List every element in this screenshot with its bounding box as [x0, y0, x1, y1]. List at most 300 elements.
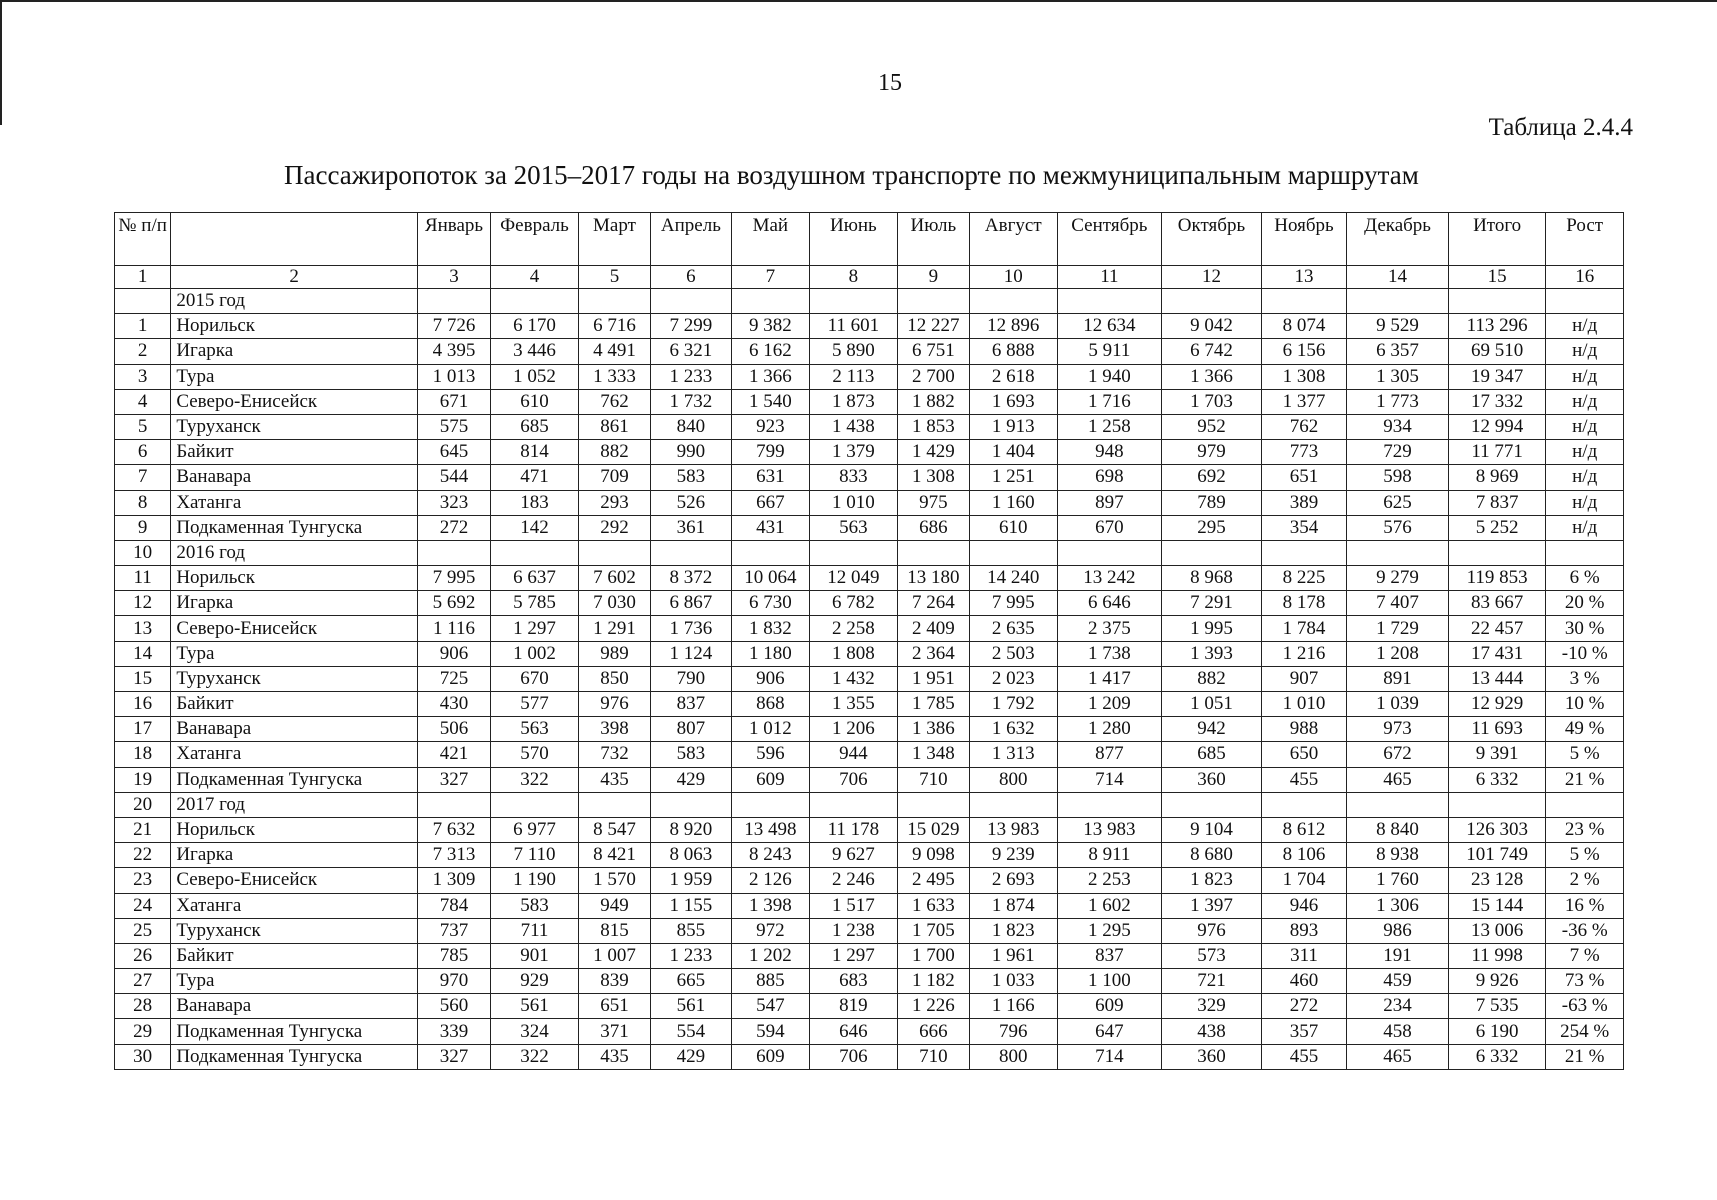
- table-row-cell: 17 431: [1448, 641, 1546, 666]
- table-row-cell: 906: [731, 666, 809, 691]
- table-row-cell: [810, 540, 898, 565]
- table-row-cell: 833: [810, 465, 898, 490]
- table-row-cell: 7 726: [417, 314, 490, 339]
- table-row-cell: 706: [810, 767, 898, 792]
- table-row-cell: 7 995: [417, 566, 490, 591]
- table-row-cell: [970, 540, 1058, 565]
- table-row-cell: 6 156: [1261, 339, 1347, 364]
- table-row-cell: 12 929: [1448, 692, 1546, 717]
- table-row-cell: 988: [1261, 717, 1347, 742]
- table-row-cell: [115, 289, 171, 314]
- table-row-cell: 21 %: [1546, 1044, 1624, 1069]
- table-row-cell: 837: [1057, 943, 1162, 968]
- table-row-cell: 101 749: [1448, 843, 1546, 868]
- table-row-cell: 1 160: [970, 490, 1058, 515]
- table-row-cell: [810, 792, 898, 817]
- table-row-cell: 1 703: [1162, 389, 1262, 414]
- table-row-cell: 686: [897, 515, 969, 540]
- table-row-cell: 12: [115, 591, 171, 616]
- table-row-cell: Хатанга: [171, 742, 417, 767]
- table-row-cell: [897, 289, 969, 314]
- table-row: [115, 868, 1624, 893]
- table-row-cell: 7 535: [1448, 994, 1546, 1019]
- table-row-cell: 1 209: [1057, 692, 1162, 717]
- table-row-cell: 234: [1347, 994, 1449, 1019]
- table-row-cell: 560: [417, 994, 490, 1019]
- table-row-cell: 49 %: [1546, 717, 1624, 742]
- table-row-cell: 1 297: [491, 616, 579, 641]
- table-row-cell: 1 280: [1057, 717, 1162, 742]
- table-row-cell: 11 601: [810, 314, 898, 339]
- table-row-cell: 1 377: [1261, 389, 1347, 414]
- table-row-cell: 465: [1347, 1044, 1449, 1069]
- table-row-cell: 5 692: [417, 591, 490, 616]
- table-row-cell: 1 366: [1162, 364, 1262, 389]
- table-row-cell: 972: [731, 918, 809, 943]
- table-row-cell: 1 940: [1057, 364, 1162, 389]
- table-row-cell: 9 098: [897, 843, 969, 868]
- table-row-cell: 455: [1261, 767, 1347, 792]
- table-row-cell: 7 110: [491, 843, 579, 868]
- passenger-flow-table: [114, 212, 1624, 1070]
- column-number-row-cell: 2: [171, 266, 417, 289]
- table-row-cell: 714: [1057, 767, 1162, 792]
- table-row-cell: 272: [417, 515, 490, 540]
- table-row-cell: 855: [651, 918, 731, 943]
- table-row-cell: 23 128: [1448, 868, 1546, 893]
- table-row-cell: 1 832: [731, 616, 809, 641]
- table-row-cell: 1 052: [491, 364, 579, 389]
- table-row-cell: 2 258: [810, 616, 898, 641]
- table-row-cell: 26: [115, 943, 171, 968]
- table-row-cell: 837: [651, 692, 731, 717]
- table-row-cell: Подкаменная Тунгуска: [171, 1044, 417, 1069]
- table-row-cell: 9 042: [1162, 314, 1262, 339]
- table-row-cell: 800: [970, 1044, 1058, 1069]
- table-row-cell: 429: [651, 767, 731, 792]
- table-row-cell: 30: [115, 1044, 171, 1069]
- table-row-cell: 329: [1162, 994, 1262, 1019]
- table-row-cell: [1162, 792, 1262, 817]
- table-row-cell: 729: [1347, 440, 1449, 465]
- table-row-cell: [1261, 540, 1347, 565]
- table-row-cell: 13 006: [1448, 918, 1546, 943]
- table-row-cell: -63 %: [1546, 994, 1624, 1019]
- table-row-cell: 7 %: [1546, 943, 1624, 968]
- table-row-cell: 647: [1057, 1019, 1162, 1044]
- table-row-cell: 6 888: [970, 339, 1058, 364]
- table-row-cell: 3: [115, 364, 171, 389]
- table-row-cell: [1448, 540, 1546, 565]
- table-row-cell: 113 296: [1448, 314, 1546, 339]
- table-row-cell: 23: [115, 868, 171, 893]
- table-row-cell: 8 225: [1261, 566, 1347, 591]
- table-row: [115, 641, 1624, 666]
- table-row-cell: 714: [1057, 1044, 1162, 1069]
- table-row-cell: 2 023: [970, 666, 1058, 691]
- table-row-cell: 1 732: [651, 389, 731, 414]
- table-row-cell: 24: [115, 893, 171, 918]
- table-row-cell: 573: [1162, 943, 1262, 968]
- table-row-cell: 6 321: [651, 339, 731, 364]
- table-row-cell: 1 206: [810, 717, 898, 742]
- table-row-cell: 9 391: [1448, 742, 1546, 767]
- header-row-cell: Июль: [897, 213, 969, 266]
- table-row-cell: н/д: [1546, 515, 1624, 540]
- table-row-cell: 1 308: [1261, 364, 1347, 389]
- table-row-cell: [1448, 792, 1546, 817]
- table-row-cell: 272: [1261, 994, 1347, 1019]
- table-row-cell: [651, 540, 731, 565]
- table-row-cell: 976: [1162, 918, 1262, 943]
- header-row-cell: № п/п: [115, 213, 171, 266]
- table-row-cell: 438: [1162, 1019, 1262, 1044]
- column-number-row-cell: 1: [115, 266, 171, 289]
- table-row-cell: Хатанга: [171, 490, 417, 515]
- column-number-row-cell: 4: [491, 266, 579, 289]
- table-row-cell: 861: [578, 414, 650, 439]
- table-row-cell: 706: [810, 1044, 898, 1069]
- table-row-cell: 989: [578, 641, 650, 666]
- table-row-cell: 665: [651, 969, 731, 994]
- table-row-cell: 295: [1162, 515, 1262, 540]
- table-row-cell: 692: [1162, 465, 1262, 490]
- table-row-cell: 1 386: [897, 717, 969, 742]
- table-row: [115, 817, 1624, 842]
- table-row: [115, 666, 1624, 691]
- table-row-cell: 16: [115, 692, 171, 717]
- table-row-cell: 563: [491, 717, 579, 742]
- table-row-cell: 1 853: [897, 414, 969, 439]
- table-row-cell: 1 808: [810, 641, 898, 666]
- table-row-cell: 2 495: [897, 868, 969, 893]
- table-row-cell: 8: [115, 490, 171, 515]
- table-row: [115, 843, 1624, 868]
- table-row-cell: 73 %: [1546, 969, 1624, 994]
- table-row-cell: [1546, 540, 1624, 565]
- table-row-cell: 506: [417, 717, 490, 742]
- header-row: [115, 213, 1624, 266]
- table-row-cell: [897, 540, 969, 565]
- table-row-cell: 6 730: [731, 591, 809, 616]
- table-row-cell: 6 332: [1448, 1044, 1546, 1069]
- table-row-cell: 7 030: [578, 591, 650, 616]
- table-row-cell: 1 002: [491, 641, 579, 666]
- table-row-cell: [731, 289, 809, 314]
- table-row-cell: 1 700: [897, 943, 969, 968]
- column-number-row-cell: 13: [1261, 266, 1347, 289]
- table-row-cell: 942: [1162, 717, 1262, 742]
- table-row-cell: 9 382: [731, 314, 809, 339]
- table-row-cell: 17 332: [1448, 389, 1546, 414]
- table-row-cell: 471: [491, 465, 579, 490]
- table-row-cell: 6 332: [1448, 767, 1546, 792]
- table-row-cell: [651, 289, 731, 314]
- table-row-cell: 906: [417, 641, 490, 666]
- table-row-cell: 561: [491, 994, 579, 1019]
- table-row-cell: 1 309: [417, 868, 490, 893]
- table-row-cell: Хатанга: [171, 893, 417, 918]
- table-row-cell: 25: [115, 918, 171, 943]
- table-row-cell: 970: [417, 969, 490, 994]
- table-row-cell: 934: [1347, 414, 1449, 439]
- table-row-cell: Северо-Енисейск: [171, 868, 417, 893]
- table-row-cell: 8 938: [1347, 843, 1449, 868]
- column-number-row-cell: 7: [731, 266, 809, 289]
- table-row-cell: 7 407: [1347, 591, 1449, 616]
- table-row-cell: 1 295: [1057, 918, 1162, 943]
- table-row-cell: 891: [1347, 666, 1449, 691]
- page-number: 15: [878, 70, 902, 96]
- table-row-cell: [1347, 289, 1449, 314]
- table-row-cell: 13 983: [970, 817, 1058, 842]
- table-row-cell: 610: [491, 389, 579, 414]
- table-row-cell: 17: [115, 717, 171, 742]
- table-row-cell: 6 751: [897, 339, 969, 364]
- table-row-cell: 990: [651, 440, 731, 465]
- table-row-cell: 12 634: [1057, 314, 1162, 339]
- table-row-cell: 8 968: [1162, 566, 1262, 591]
- table-row-cell: 732: [578, 742, 650, 767]
- table-row-cell: 1 033: [970, 969, 1058, 994]
- table-row-cell: [417, 792, 490, 817]
- table-row-cell: 13 498: [731, 817, 809, 842]
- table-row-cell: 1 784: [1261, 616, 1347, 641]
- table-row-cell: 773: [1261, 440, 1347, 465]
- table-row-cell: н/д: [1546, 389, 1624, 414]
- table-row-cell: 254 %: [1546, 1019, 1624, 1044]
- table-row: [115, 591, 1624, 616]
- column-number-row-cell: 15: [1448, 266, 1546, 289]
- table-row-cell: 973: [1347, 717, 1449, 742]
- table-row-cell: 8 969: [1448, 465, 1546, 490]
- table-row: [115, 465, 1624, 490]
- table-row-cell: [731, 540, 809, 565]
- table-row: [115, 918, 1624, 943]
- table-row: [115, 414, 1624, 439]
- header-row-cell: Октябрь: [1162, 213, 1262, 266]
- table-row-cell: 949: [578, 893, 650, 918]
- table-row-cell: 1 951: [897, 666, 969, 691]
- table-row-cell: [1347, 540, 1449, 565]
- table-row-cell: 631: [731, 465, 809, 490]
- table-row-cell: н/д: [1546, 339, 1624, 364]
- table-row-cell: 1 693: [970, 389, 1058, 414]
- table-row-cell: 11 693: [1448, 717, 1546, 742]
- table-row-cell: 12 049: [810, 566, 898, 591]
- table-row-cell: 371: [578, 1019, 650, 1044]
- table-row-cell: 561: [651, 994, 731, 1019]
- table-row-cell: 893: [1261, 918, 1347, 943]
- table-row-cell: Норильск: [171, 314, 417, 339]
- table-row-cell: 563: [810, 515, 898, 540]
- page-border-left: [0, 0, 2, 125]
- table-row-cell: Туруханск: [171, 918, 417, 943]
- table-row-cell: 1 208: [1347, 641, 1449, 666]
- table-row-cell: 594: [731, 1019, 809, 1044]
- table-row-cell: [1162, 289, 1262, 314]
- table-row-cell: 1 305: [1347, 364, 1449, 389]
- table-row: [115, 289, 1624, 314]
- table-row-cell: 946: [1261, 893, 1347, 918]
- table-row-cell: 1 873: [810, 389, 898, 414]
- table-row-cell: 9 529: [1347, 314, 1449, 339]
- table-row-cell: 9 279: [1347, 566, 1449, 591]
- table-row-cell: 22: [115, 843, 171, 868]
- header-row-cell: Сентябрь: [1057, 213, 1162, 266]
- table-row-cell: 1 393: [1162, 641, 1262, 666]
- table-row-cell: 544: [417, 465, 490, 490]
- page-border-top: [0, 0, 1717, 2]
- table-row-cell: 1 306: [1347, 893, 1449, 918]
- table-row-cell: Туруханск: [171, 414, 417, 439]
- column-number-row-cell: 12: [1162, 266, 1262, 289]
- table-row-cell: 609: [731, 1044, 809, 1069]
- table-row-cell: н/д: [1546, 490, 1624, 515]
- table-row-cell: 8 063: [651, 843, 731, 868]
- table-row-cell: 2017 год: [171, 792, 417, 817]
- table-row-cell: 14 240: [970, 566, 1058, 591]
- table-row-cell: -36 %: [1546, 918, 1624, 943]
- table-row-cell: 1 874: [970, 893, 1058, 918]
- table-row-cell: 1 100: [1057, 969, 1162, 994]
- table-row-cell: 5 %: [1546, 843, 1624, 868]
- table-row-cell: 293: [578, 490, 650, 515]
- table-row-cell: 944: [810, 742, 898, 767]
- table-row-cell: Ванавара: [171, 717, 417, 742]
- header-row-cell: Июнь: [810, 213, 898, 266]
- table-row-cell: 1 602: [1057, 893, 1162, 918]
- table-row-cell: 15 029: [897, 817, 969, 842]
- table-row-cell: 882: [578, 440, 650, 465]
- table-row-cell: 651: [1261, 465, 1347, 490]
- table-row-cell: 1 166: [970, 994, 1058, 1019]
- table-row-cell: 29: [115, 1019, 171, 1044]
- table-row-cell: 13: [115, 616, 171, 641]
- table-row-cell: 8 372: [651, 566, 731, 591]
- table-row-cell: 1 355: [810, 692, 898, 717]
- table-row-cell: 2 %: [1546, 868, 1624, 893]
- header-row-cell: Январь: [417, 213, 490, 266]
- table-row-cell: 357: [1261, 1019, 1347, 1044]
- table-row-cell: 710: [897, 1044, 969, 1069]
- table-row-cell: н/д: [1546, 364, 1624, 389]
- table-row-cell: 8 547: [578, 817, 650, 842]
- table-row-cell: Тура: [171, 641, 417, 666]
- table-row-cell: 324: [491, 1019, 579, 1044]
- table-row-cell: 1: [115, 314, 171, 339]
- table-row-cell: 5 911: [1057, 339, 1162, 364]
- table-row-cell: 1 202: [731, 943, 809, 968]
- table-row-cell: 21: [115, 817, 171, 842]
- header-row-cell: Итого: [1448, 213, 1546, 266]
- table-row-cell: 1 013: [417, 364, 490, 389]
- table-row-cell: 19 347: [1448, 364, 1546, 389]
- table-row-cell: 1 773: [1347, 389, 1449, 414]
- table-row-cell: 610: [970, 515, 1058, 540]
- table-row-cell: Ванавара: [171, 994, 417, 1019]
- table-row-cell: 1 716: [1057, 389, 1162, 414]
- table-row-cell: Тура: [171, 969, 417, 994]
- table-row: [115, 616, 1624, 641]
- table-row-cell: 7 291: [1162, 591, 1262, 616]
- table-row-cell: 8 106: [1261, 843, 1347, 868]
- table-row-cell: 1 438: [810, 414, 898, 439]
- table-row-cell: 12 227: [897, 314, 969, 339]
- table-row-cell: [1546, 289, 1624, 314]
- table-row-cell: 8 840: [1347, 817, 1449, 842]
- table-row-cell: 1 404: [970, 440, 1058, 465]
- table-row-cell: 19: [115, 767, 171, 792]
- table-row-cell: 18: [115, 742, 171, 767]
- table-row-cell: 576: [1347, 515, 1449, 540]
- table-row-cell: 183: [491, 490, 579, 515]
- table-row-cell: 976: [578, 692, 650, 717]
- table-row-cell: 1 233: [651, 943, 731, 968]
- table-row-cell: [970, 792, 1058, 817]
- table-row-cell: 11: [115, 566, 171, 591]
- table-row-cell: 2 375: [1057, 616, 1162, 641]
- table-row-cell: 5: [115, 414, 171, 439]
- table-row-cell: 22 457: [1448, 616, 1546, 641]
- table-row-cell: 1 792: [970, 692, 1058, 717]
- table-row-cell: 975: [897, 490, 969, 515]
- table-row-cell: 799: [731, 440, 809, 465]
- table-row-cell: 9 926: [1448, 969, 1546, 994]
- table-row-cell: Норильск: [171, 566, 417, 591]
- table-row-cell: 907: [1261, 666, 1347, 691]
- table-row-cell: 12 994: [1448, 414, 1546, 439]
- table-row-cell: [810, 289, 898, 314]
- column-number-row-cell: 6: [651, 266, 731, 289]
- table-row-cell: 1 417: [1057, 666, 1162, 691]
- table-row-cell: 460: [1261, 969, 1347, 994]
- table-row-cell: 1 155: [651, 893, 731, 918]
- table-row: [115, 1044, 1624, 1069]
- table-row-cell: 526: [651, 490, 731, 515]
- table-row-cell: 1 995: [1162, 616, 1262, 641]
- table-row-cell: 1 238: [810, 918, 898, 943]
- table-row-cell: 421: [417, 742, 490, 767]
- table-row: [115, 364, 1624, 389]
- table-row-cell: 6 190: [1448, 1019, 1546, 1044]
- table-row-cell: 2 503: [970, 641, 1058, 666]
- table-row-cell: 6 742: [1162, 339, 1262, 364]
- header-row-cell: Май: [731, 213, 809, 266]
- table-row-cell: 1 432: [810, 666, 898, 691]
- table-row-cell: [578, 540, 650, 565]
- column-number-row-cell: 3: [417, 266, 490, 289]
- table-row-cell: [897, 792, 969, 817]
- table-row-cell: Байкит: [171, 440, 417, 465]
- table-row-cell: Туруханск: [171, 666, 417, 691]
- table-row-cell: 6 357: [1347, 339, 1449, 364]
- table-row: [115, 943, 1624, 968]
- table-row-cell: 1 823: [970, 918, 1058, 943]
- table-row-cell: Северо-Енисейск: [171, 616, 417, 641]
- table-row-cell: 1 333: [578, 364, 650, 389]
- table-row-cell: 882: [1162, 666, 1262, 691]
- table-row-cell: 5 785: [491, 591, 579, 616]
- table-row-cell: 360: [1162, 1044, 1262, 1069]
- table-row: [115, 515, 1624, 540]
- table-row-cell: [578, 289, 650, 314]
- table-row-cell: 885: [731, 969, 809, 994]
- header-row-cell: Март: [578, 213, 650, 266]
- table-row-cell: 10 %: [1546, 692, 1624, 717]
- table-row-cell: 142: [491, 515, 579, 540]
- table-row-cell: Тура: [171, 364, 417, 389]
